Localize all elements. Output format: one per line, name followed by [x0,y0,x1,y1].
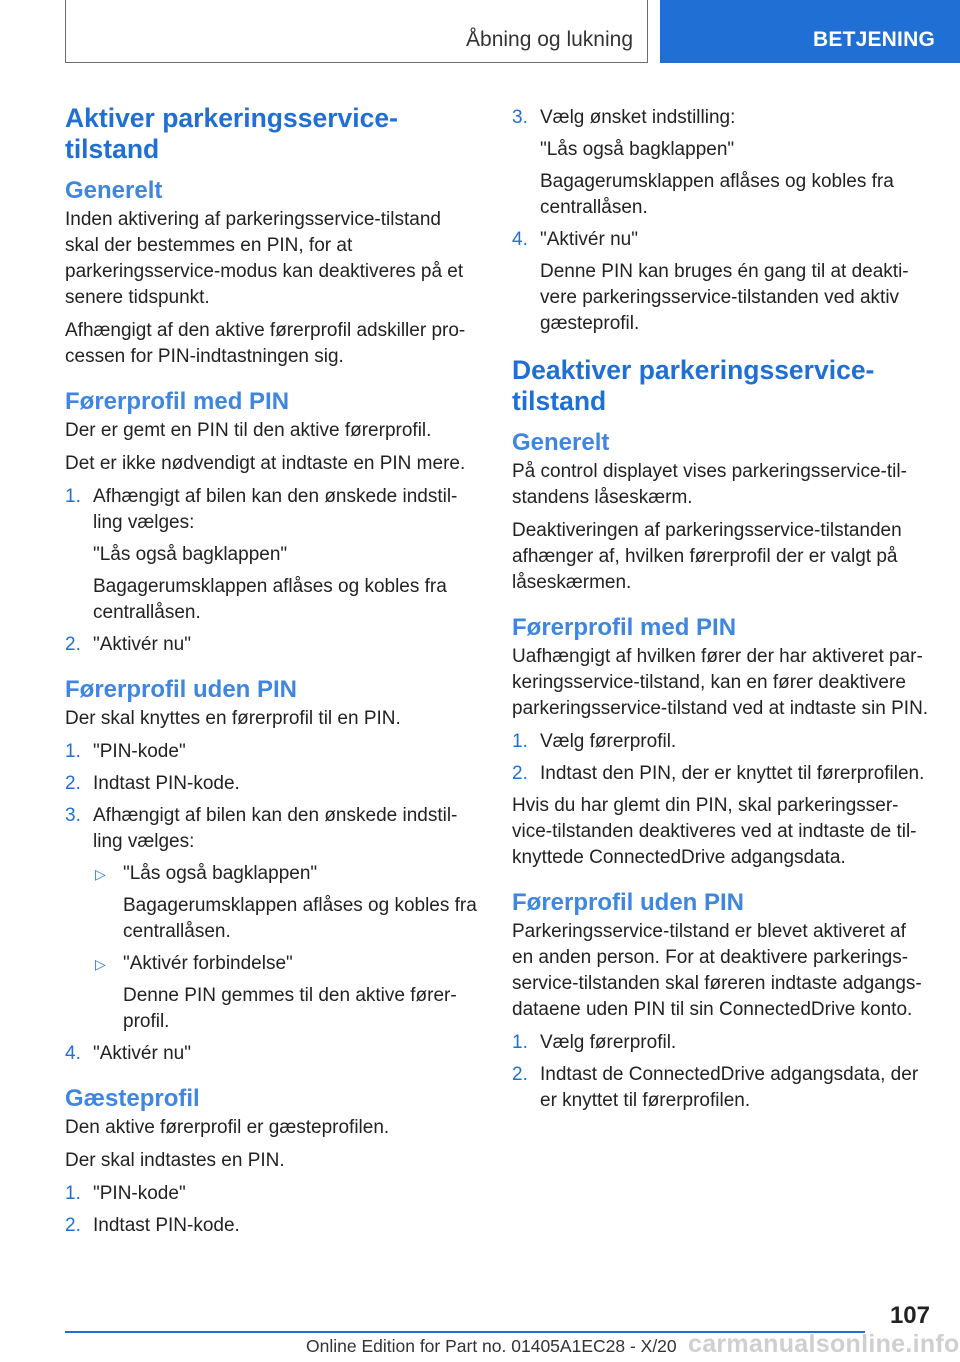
step-number: 4. [512,229,528,250]
step-number: 1. [65,741,81,762]
step-text: Afhængigt af bilen kan den ønskede indstil-ling vælges: [93,805,458,852]
heading-general: Generelt [512,429,610,456]
heading-profile-without-pin: Førerprofil uden PIN [512,889,745,916]
step-description: Bagagerumsklappen aflåses og kobles fra centrallåsen. [540,171,894,218]
list-item [65,484,480,626]
list-item [65,1181,480,1207]
paragraph: Det er ikke nødvendigt at indtaste en PIN mere. [65,453,466,474]
sub-list [93,861,480,1035]
list-item [512,761,930,787]
step-option: "Lås også bagklappen" [93,544,288,565]
step-text: "PIN-kode" [93,741,186,762]
paragraph: Parkeringsservice-tilstand er blevet aktiveret af en anden person. For at deaktivere parkerings-service-tilstanden skal føreren indtaste adgangs-dataene uden PIN til sin ConnectedDrive konto. [512,921,922,1020]
paragraph: Der skal indtastes en PIN. [65,1150,285,1171]
step-number: 3. [512,107,528,128]
paragraph: Deaktiveringen af parkeringsservice-tilstanden afhænger af, hvilken førerprofil der er valgt på låseskærmen. [512,520,902,593]
paragraph: Inden aktivering af parkeringsservice-tilstand skal der bestemmes en PIN, for at parkeringsservice-modus kan deaktiveres på et senere tidspunkt. [65,209,464,308]
paragraph: Der er gemt en PIN til den aktive førerprofil. [65,420,432,441]
paragraph: Hvis du har glemt din PIN, skal parkeringsser-vice-tilstanden deaktiveres ved at indtaste de til-knyttede ConnectedDrive adgangsdata. [512,795,917,868]
list-item [512,105,930,221]
header-section-title: Åbning og lukning [466,28,633,51]
step-number: 2. [65,634,81,655]
paragraph: På control displayet vises parkeringsservice-til-standens låseskærm. [512,461,907,508]
step-number: 2. [65,1215,81,1236]
step-number: 1. [65,486,81,507]
heading-profile-with-pin: Førerprofil med PIN [65,388,290,415]
step-text: Afhængigt af bilen kan den ønskede indstil-ling vælges: [93,486,458,533]
steps-list [65,1181,480,1239]
heading-profile-without-pin: Førerprofil uden PIN [65,676,298,703]
paragraph: Der skal knyttes en førerprofil til en PIN. [65,708,401,729]
step-number: 3. [65,805,81,826]
step-number: 2. [512,763,528,784]
sub-description: Bagagerumsklappen aflåses og kobles fra centrallåsen. [123,895,477,942]
step-text: "Aktivér nu" [540,229,638,250]
step-option: "Lås også bagklappen" [540,139,735,160]
triangle-bullet-icon: ▷ [95,866,106,882]
paragraph: Uafhængigt af hvilken fører der har aktiveret par-keringsservice-tilstand, kan en fører deaktivere parkeringsservice-tilstand ved at indtaste sin PIN. [512,646,929,719]
list-item [65,803,480,1035]
heading-activate: Aktiver parkeringsservice-tilstand [65,103,398,164]
step-text: Indtast den PIN, der er knyttet til førerprofilen. [540,763,925,784]
list-item [512,729,930,755]
heading-deactivate: Deaktiver parkeringsservice-tilstand [512,355,875,416]
step-text: Indtast de ConnectedDrive adgangsdata, der er knyttet til førerprofilen. [540,1064,919,1111]
paragraph: Afhængigt af den aktive førerprofil adskiller pro-cessen for PIN-indtastningen sig. [65,320,466,367]
sub-list-item [93,951,480,1035]
step-text: Indtast PIN-kode. [93,773,240,794]
step-number: 1. [512,1032,528,1053]
triangle-bullet-icon: ▷ [95,956,106,972]
sub-description: Denne PIN gemmes til den aktive fører-profil. [123,985,457,1032]
list-item [65,632,480,658]
list-item [512,1030,930,1056]
step-description: Bagagerumsklappen aflåses og kobles fra centrallåsen. [93,576,447,623]
sub-option: "Aktivér forbindelse" [123,953,293,974]
steps-list [65,484,480,658]
left-column [65,103,480,1245]
step-text: Vælg ønsket indstilling: [540,107,736,128]
list-item [65,1041,480,1067]
list-item [65,1213,480,1239]
steps-list [512,1030,930,1114]
sub-list-item [93,861,480,945]
paragraph: Den aktive førerprofil er gæsteprofilen. [65,1117,390,1138]
step-number: 1. [512,731,528,752]
right-column [512,103,930,1120]
heading-guest-profile: Gæsteprofil [65,1085,200,1112]
header-section-box [65,0,648,63]
watermark-text: carmanualsonline.info [688,1330,960,1358]
list-item [512,227,930,337]
sub-option: "Lås også bagklappen" [123,863,318,884]
header-chapter-tab: BETJENING [660,0,960,63]
steps-list [512,729,930,787]
step-number: 2. [512,1064,528,1085]
step-text: Vælg førerprofil. [540,731,677,752]
step-text: "PIN-kode" [93,1183,186,1204]
step-description: Denne PIN kan bruges én gang til at deakti-vere parkeringsservice-tilstanden ved aktiv gæsteprofil. [540,261,909,334]
list-item [512,1062,930,1114]
step-number: 2. [65,773,81,794]
heading-profile-with-pin: Førerprofil med PIN [512,614,737,641]
step-text: "Aktivér nu" [93,1043,191,1064]
heading-general: Generelt [65,177,163,204]
steps-list [65,739,480,1067]
list-item [65,739,480,765]
step-text: "Aktivér nu" [93,634,191,655]
list-item [65,771,480,797]
step-text: Indtast PIN-kode. [93,1215,240,1236]
step-number: 1. [65,1183,81,1204]
page-number: 107 [889,1302,930,1329]
step-text: Vælg førerprofil. [540,1032,677,1053]
steps-list [512,105,930,337]
step-number: 4. [65,1043,81,1064]
footer-edition: Online Edition for Part no. 01405A1EC28 - X/20 [306,1336,677,1356]
